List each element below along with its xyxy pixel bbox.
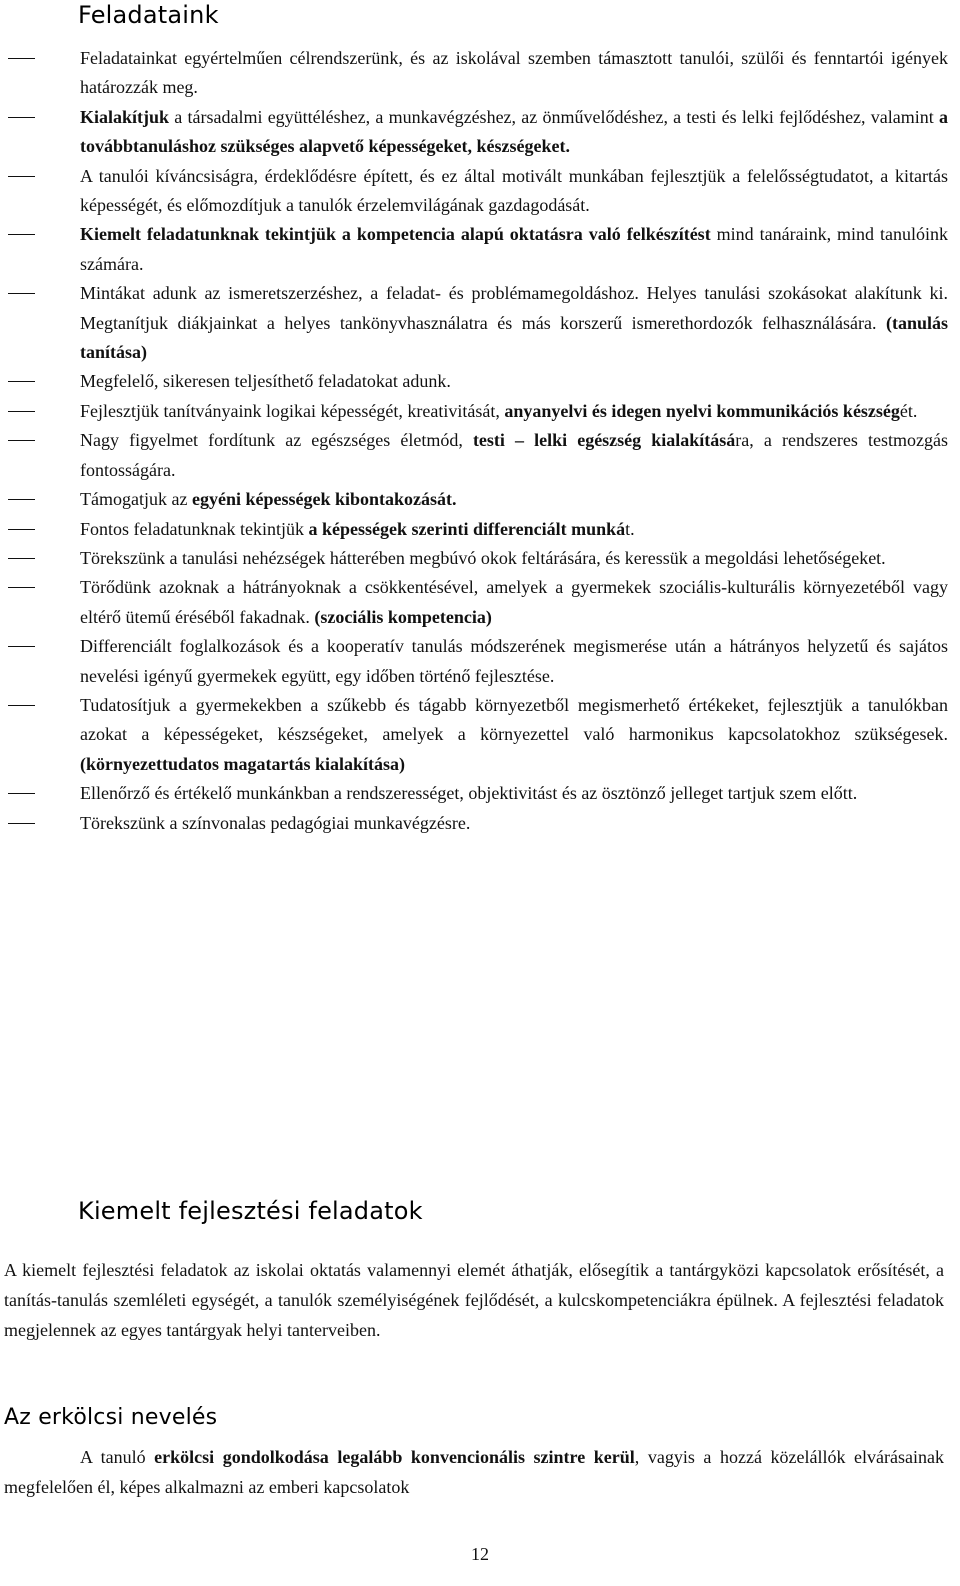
task-list-item xyxy=(0,397,960,426)
bold-text-run: testi – lelki egészség kialakításá xyxy=(472,430,736,451)
section-heading-kiemelt-fejlesztesi-feladatok: Kiemelt fejlesztési feladatok xyxy=(78,1197,423,1225)
dash-bullet-icon xyxy=(8,58,35,59)
task-list-item xyxy=(0,220,960,279)
dash-bullet-icon xyxy=(8,558,35,559)
text-run: Feladatainkat egyértelműen célrendszerünk, és az iskolával szemben támasztott tanulói, szülői és fenntartói igények határozzák meg. xyxy=(80,48,948,98)
task-list-item xyxy=(0,44,960,103)
bold-text-run: Kiemelt feladatunknak tekintjük a kompetencia alapú oktatásra való felkészítést xyxy=(80,224,711,245)
text-run: , vagyis a hozzá közelállók elvárásainak megfelelően él, képes alkalmazni az emberi kapcsolatok xyxy=(4,1447,945,1497)
text-run: t. xyxy=(625,518,635,539)
dash-bullet-icon xyxy=(8,793,35,794)
task-list-item xyxy=(0,515,960,544)
bold-text-run: Kialakítjuk xyxy=(80,106,170,127)
text-run: Törekszünk a színvonalas pedagógiai munkavégzésre. xyxy=(80,812,471,833)
task-list-item xyxy=(0,691,960,779)
text-run: a társadalmi együttéléshez, a munkavégzéshez, az önművelődéshez, a testi és lelki fejlődéshez, valamint xyxy=(169,106,939,127)
text-run: Nagy figyelmet fordítunk az egészséges életmód, xyxy=(80,430,473,451)
task-list-item xyxy=(0,544,960,573)
text-run: Ellenőrző és értékelő munkánkban a rendszerességet, objektivitást és az ösztönző jelleget tartjuk szem előtt. xyxy=(80,783,858,804)
text-run: mind tanáraink, mind tanulóink számára. xyxy=(80,224,948,274)
dash-bullet-icon xyxy=(8,823,35,824)
text-run: Fejlesztjük tanítványaink logikai képességét, kreativitását, xyxy=(80,400,505,421)
dash-bullet-icon xyxy=(8,293,35,294)
dash-bullet-icon xyxy=(8,440,35,441)
text-run: Támogatjuk az xyxy=(80,489,192,510)
bold-text-run: (környezettudatos magatartás kialakítása) xyxy=(80,753,405,774)
text-run: Tudatosítjuk a gyermekekben a szűkebb és tágabb környezetből megismerhető értékeket, fejlesztjük a tanulókban azokat a képességeket, készségeket, amelyek a környezettel való harmonikus kapcsolatokhoz szükségesek. xyxy=(80,694,948,745)
bold-text-run: (szociális kompetencia) xyxy=(314,606,492,627)
text-run: Differenciált foglalkozások és a kooperatív tanulás módszerének megismerése után a hátrányos helyzetű és sajátos nevelési igényű gyermekek együtt, egy időben történő fejlesztése. xyxy=(80,636,948,686)
task-list-item xyxy=(0,367,960,396)
task-list-item xyxy=(0,162,960,221)
task-list-item xyxy=(0,279,960,367)
text-run: Megfelelő, sikeresen teljesíthető feladatokat adunk. xyxy=(80,371,451,392)
dash-bullet-icon xyxy=(8,587,35,588)
kiemelt-fejlesztesi-paragraph: A kiemelt fejlesztési feladatok az iskolai oktatás valamennyi elemét áthatják, elősegítik a tantárgyközi kapcsolatok erősítését, a tanítás-tanulás szemléleti egységét, a tanulók személyiségének fejlődését, a kulcskompetenciákra épülnek. A fejlesztési feladatok megjelennek az egyes tantárgyak helyi tanterveiben. xyxy=(4,1260,944,1340)
text-run: A tanuló xyxy=(80,1447,155,1467)
bold-text-run: (tanulás tanítása) xyxy=(80,312,948,363)
dash-bullet-icon xyxy=(8,381,35,382)
bold-text-run: anyanyelvi és idegen nyelvi kommunikációs készség xyxy=(504,400,900,421)
dash-bullet-icon xyxy=(8,411,35,412)
text-run: ra, a rendszeres testmozgás fontosságára. xyxy=(80,430,948,480)
text-run: Fontos feladatunknak tekintjük xyxy=(80,518,309,539)
bold-text-run: egyéni képességek kibontakozását. xyxy=(191,489,457,510)
task-list xyxy=(0,44,960,838)
dash-bullet-icon xyxy=(8,646,35,647)
bold-text-run: erkölcsi gondolkodása legalább konvencionális szintre kerül xyxy=(154,1447,635,1467)
text-run: A tanulói kíváncsiságra, érdeklődésre épített, és ez által motivált munkában fejlesztjük a felelősségtudatot, a kitartás képességét, és előmozdítjuk a tanulók érzelemvilágának gazdagodását. xyxy=(80,165,948,216)
task-list-item xyxy=(0,779,960,808)
section-heading-erkolcsi-neveles: Az erkölcsi nevelés xyxy=(4,1405,218,1430)
task-list-item xyxy=(0,573,960,632)
erkolcsi-neveles-paragraph xyxy=(4,1442,944,1502)
bold-text-run: a továbbtanuláshoz szükséges alapvető képességeket, készségeket. xyxy=(80,106,948,157)
dash-bullet-icon xyxy=(8,499,35,500)
page-number: 12 xyxy=(471,1544,489,1564)
dash-bullet-icon xyxy=(8,705,35,706)
text-run: Mintákat adunk az ismeretszerzéshez, a feladat- és problémamegoldáshoz. Helyes tanulási szokásokat alakítunk ki. Megtanítjuk diákjainkat a helyes tankönyvhasználatra és más korszerű ismerethordozók felhasználására. xyxy=(80,283,948,333)
task-list-item xyxy=(0,103,960,162)
dash-bullet-icon xyxy=(8,234,35,235)
text-run: Törekszünk a tanulási nehézségek hátterében megbúvó okok feltárására, és keressük a megoldási lehetőségeket. xyxy=(80,547,886,568)
task-list-item xyxy=(0,809,960,838)
bold-text-run: a képességek szerinti differenciált munká xyxy=(308,518,626,539)
dash-bullet-icon xyxy=(8,529,35,530)
section-heading-feladataink: Feladataink xyxy=(78,1,219,29)
task-list-item xyxy=(0,632,960,691)
task-list-item xyxy=(0,485,960,514)
dash-bullet-icon xyxy=(8,117,35,118)
text-run: Törődünk azoknak a hátrányoknak a csökkentésével, amelyek a gyermekek szociális-kulturális környezetéből vagy eltérő ütemű éréséből fakadnak. xyxy=(80,577,948,627)
dash-bullet-icon xyxy=(8,176,35,177)
text-run: ét. xyxy=(899,400,918,421)
task-list-item xyxy=(0,426,960,485)
